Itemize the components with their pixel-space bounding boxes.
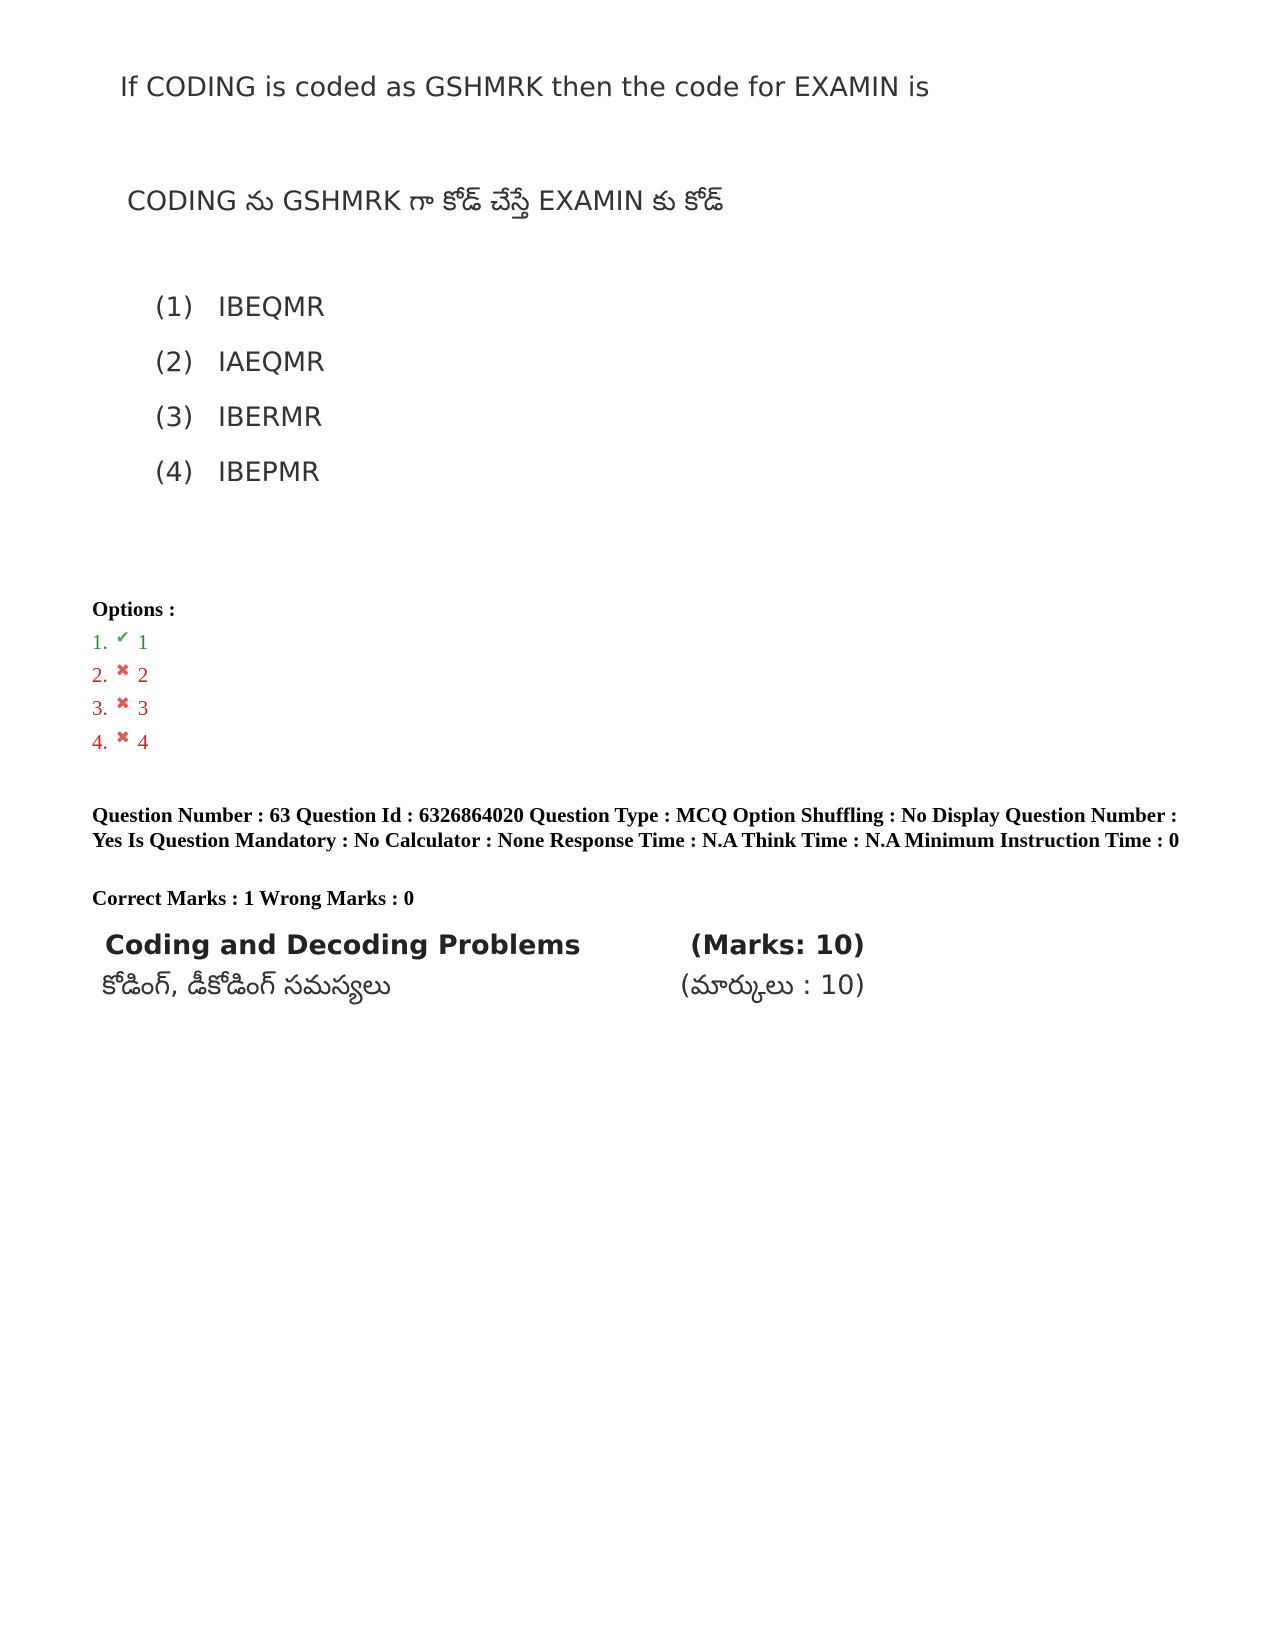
question-text-telugu: CODING ను GSHMRK గా కోడ్ చేస్తే EXAMIN కు కోడ్ [127, 186, 724, 217]
cross-icon: ✖ [115, 694, 130, 713]
choice-text: IBEQMR [218, 292, 325, 323]
section-marks-telugu: (మార్కులు : 10) [680, 970, 865, 1001]
answer-choice [155, 457, 320, 488]
section-title-telugu: కోడింగ్, డీకోడింగ్ సమస్యలు [102, 970, 391, 1001]
cross-icon: ✖ [115, 661, 130, 680]
option-item [92, 663, 148, 688]
option-item [92, 696, 148, 721]
option-value: 3 [137, 696, 149, 720]
marks-info: Correct Marks : 1 Wrong Marks : 0 [92, 886, 415, 910]
option-value: 4 [137, 730, 149, 754]
choice-text: IBERMR [218, 402, 323, 433]
choice-text: IAEQMR [218, 347, 325, 378]
choice-number: (3) [155, 402, 194, 433]
answer-choice [155, 292, 325, 323]
section-title-english: Coding and Decoding Problems [105, 930, 581, 961]
choice-number: (2) [155, 347, 194, 378]
section-marks-english: (Marks: 10) [690, 930, 865, 961]
check-icon: ✔ [115, 628, 130, 647]
option-value: 1 [137, 630, 149, 654]
option-index: 1. [92, 630, 108, 654]
answer-choice [155, 347, 325, 378]
option-index: 4. [92, 730, 108, 754]
question-metadata: Question Number : 63 Question Id : 6326864020 Question Type : MCQ Option Shuffling : No Display Question Number : Yes Is Question Mandatory : No Calculator : None Response Time : N.A Think Time : N.A Minimum Instruction Time : 0 [92, 803, 1180, 852]
option-value: 2 [137, 663, 149, 687]
option-index: 2. [92, 663, 108, 687]
question-text-english: If CODING is coded as GSHMRK then the code for EXAMIN is [120, 72, 930, 103]
options-heading: Options : [92, 597, 176, 621]
option-item [92, 730, 148, 755]
choice-text: IBEPMR [218, 457, 320, 488]
answer-choice [155, 402, 322, 433]
choice-number: (4) [155, 457, 194, 488]
choice-number: (1) [155, 292, 194, 323]
option-item [92, 630, 148, 655]
cross-icon: ✖ [115, 728, 130, 747]
option-index: 3. [92, 696, 108, 720]
